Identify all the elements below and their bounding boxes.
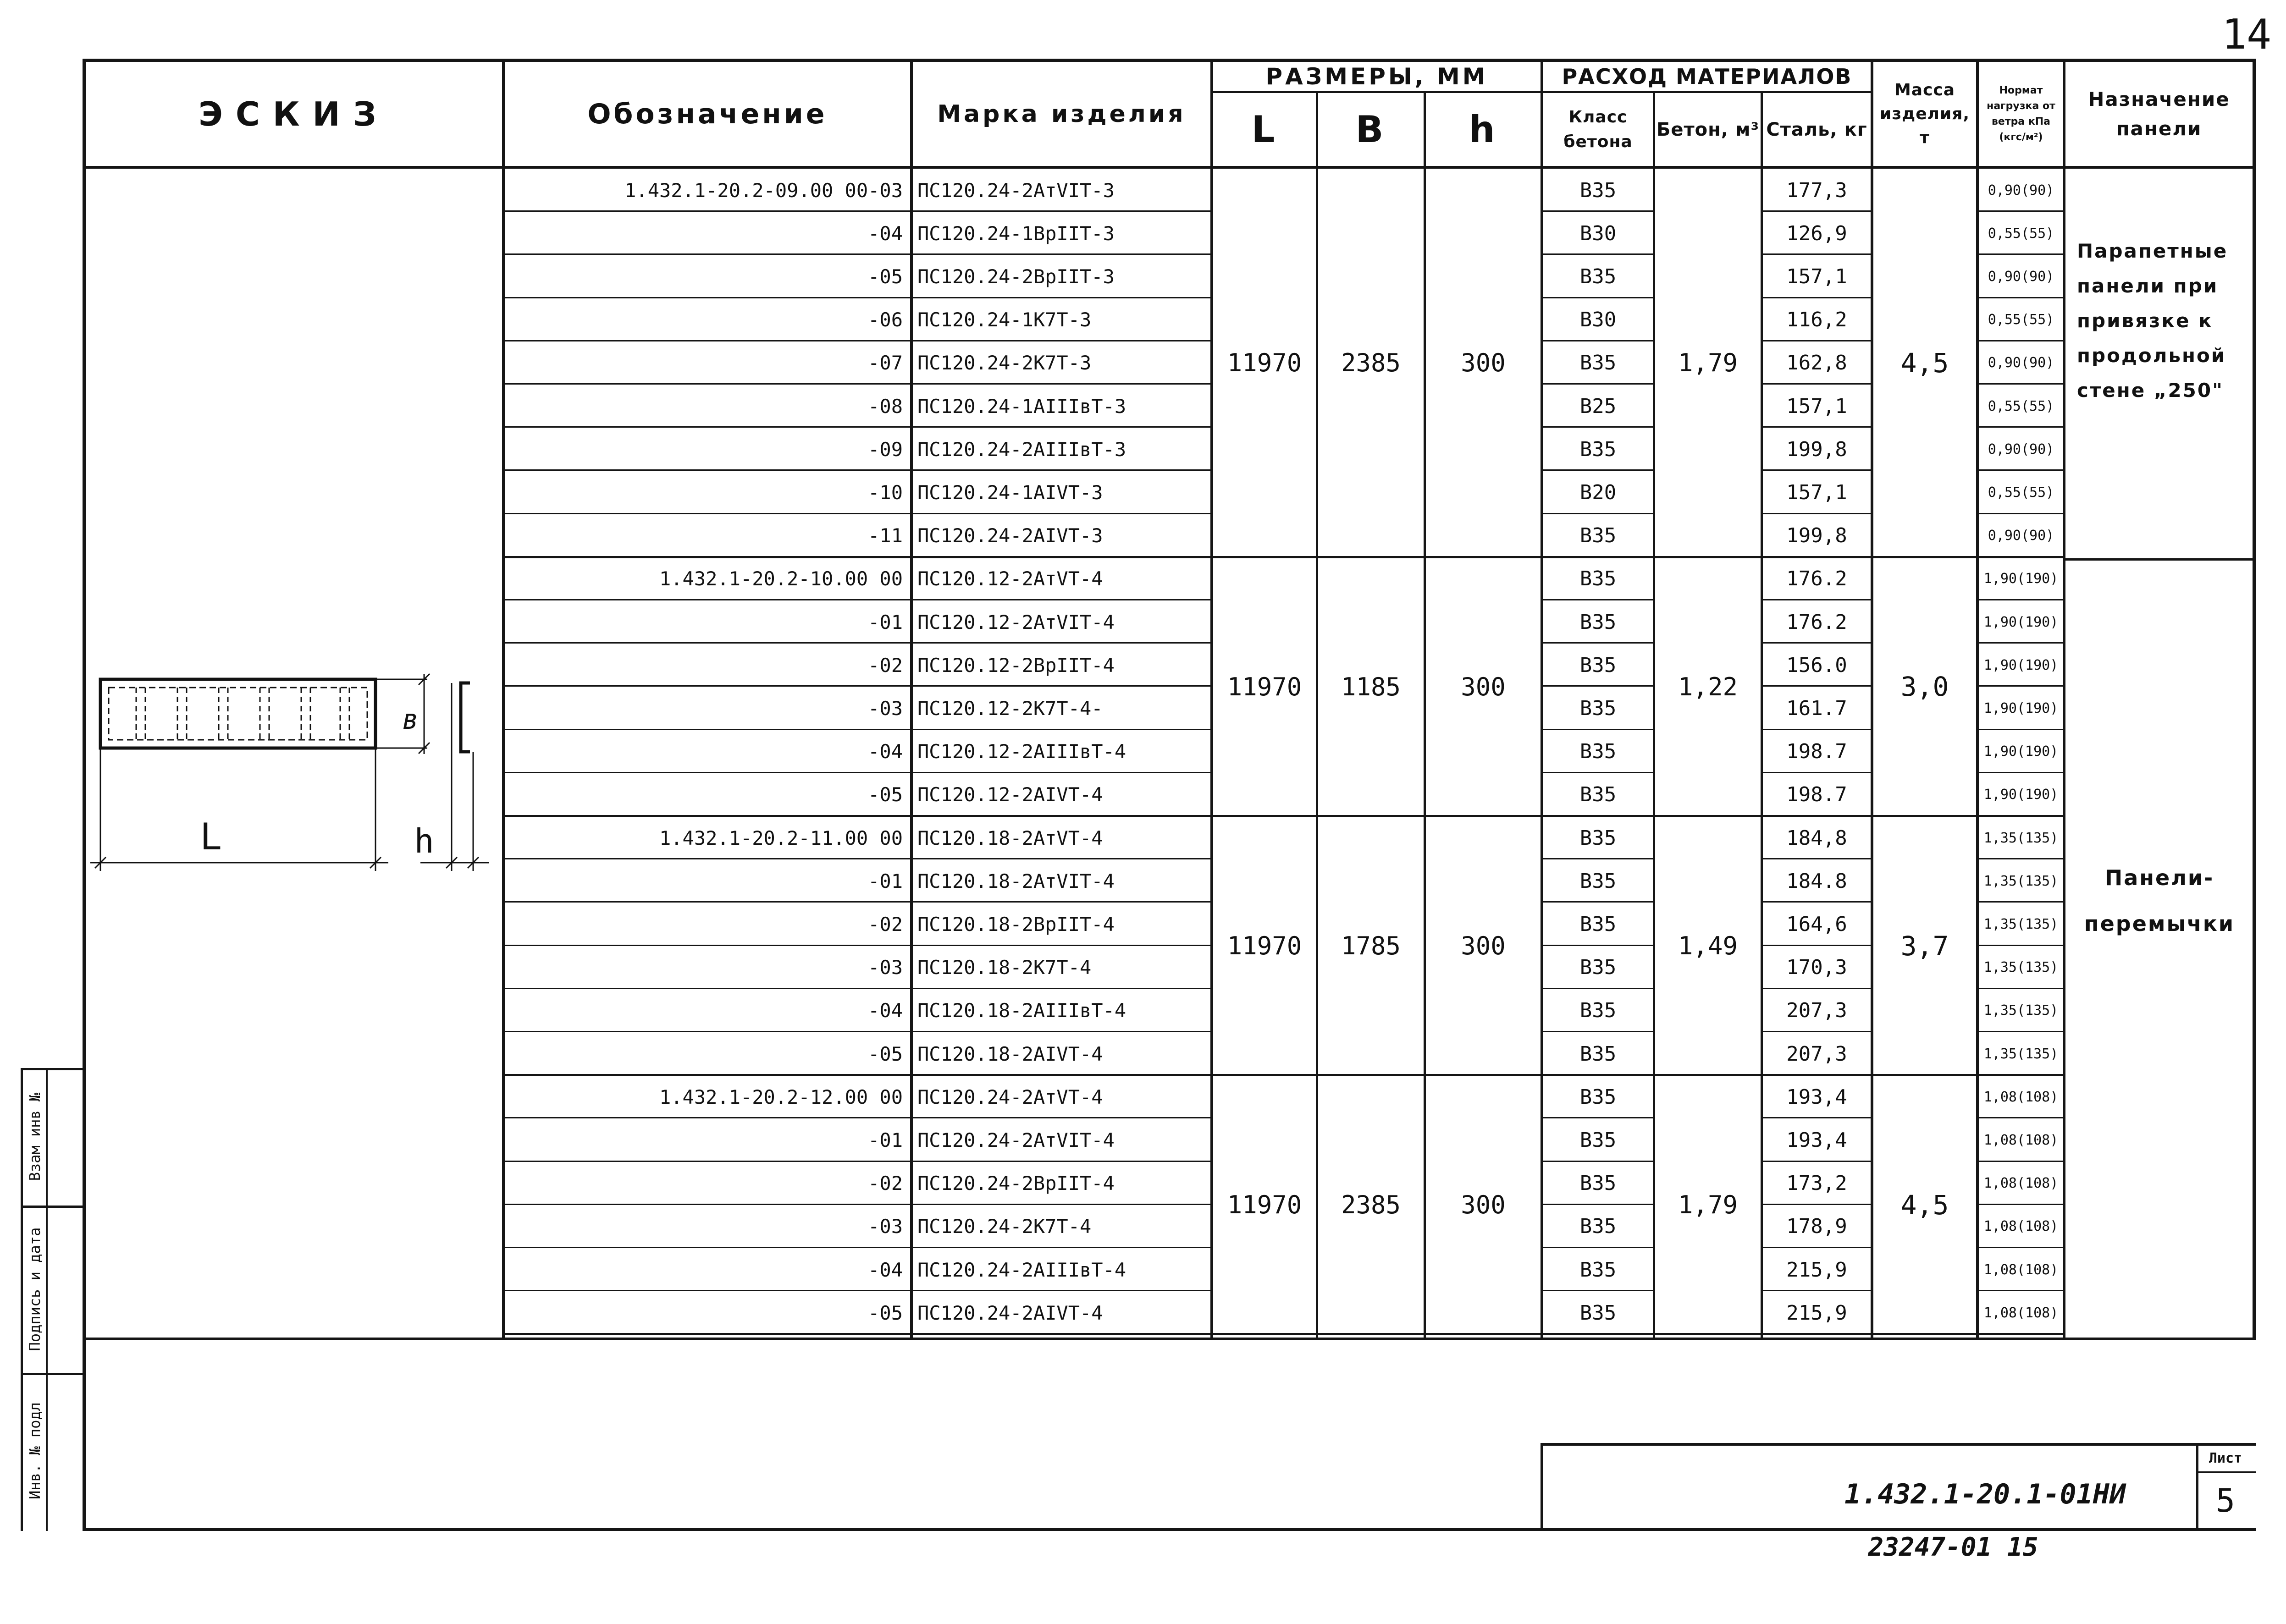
doc-code: 1.432.1-20.1-01НИ xyxy=(1844,1478,2126,1510)
mark-cell: ПС120.24-2АIVТ-4 xyxy=(917,1301,1103,1324)
designation-cell: 1.432.1-20.2-11.00 00 xyxy=(659,826,903,849)
designation-cell: -05 xyxy=(868,265,903,288)
concrete-class-cell: В35 xyxy=(1579,999,1617,1023)
steel-cell: 215,9 xyxy=(1786,1258,1847,1282)
steel-cell: 199,8 xyxy=(1786,437,1847,461)
concrete-class-cell: В35 xyxy=(1579,696,1617,720)
concrete-class-cell: В35 xyxy=(1579,1258,1617,1282)
designation-cell: -03 xyxy=(868,956,903,979)
concrete-class-cell: В35 xyxy=(1579,783,1617,807)
length-cell: 11970 xyxy=(1227,1190,1302,1220)
header-mass: Масса изделия, т xyxy=(1879,80,1970,147)
designation-cell: 1.432.1-20.2-12.00 00 xyxy=(659,1085,903,1108)
designation-cell: -09 xyxy=(868,438,903,461)
designation-cell: -04 xyxy=(868,999,903,1022)
steel-cell: 161.7 xyxy=(1786,696,1847,720)
mark-cell: ПС120.18-2АтVIТ-4 xyxy=(917,870,1115,892)
sheet-number: 5 xyxy=(2215,1482,2236,1519)
col-line-11 xyxy=(2063,59,2065,1340)
frame-top xyxy=(83,59,2256,62)
concrete-volume-cell: 1,79 xyxy=(1678,348,1738,378)
header-sizes: РАЗМЕРЫ, ММ xyxy=(1265,63,1488,90)
concrete-volume-cell: 1,22 xyxy=(1678,672,1738,701)
designation-cell: -03 xyxy=(868,1215,903,1238)
wind-load-cell: 1,08(108) xyxy=(1983,1175,2059,1192)
designation-cell: -05 xyxy=(868,1042,903,1065)
mark-cell: ПС120.12-2АIIIвТ-4 xyxy=(917,740,1126,763)
wind-load-cell: 1,90(190) xyxy=(1983,787,2059,803)
concrete-class-cell: В35 xyxy=(1579,437,1617,461)
designation-cell: 1.432.1-20.2-09.00 00-03 xyxy=(624,179,903,202)
designation-cell: -02 xyxy=(868,913,903,936)
concrete-class-cell: В35 xyxy=(1579,1042,1617,1066)
mass-cell: 3,7 xyxy=(1900,930,1949,962)
designation-cell: 1.432.1-20.2-10.00 00 xyxy=(659,567,903,590)
sheet-label: Лист xyxy=(2209,1450,2242,1466)
steel-cell: 199,8 xyxy=(1786,524,1847,548)
wind-load-cell: 0,55(55) xyxy=(1988,398,2054,414)
frame-right xyxy=(2253,59,2256,1340)
wind-load-cell: 0,55(55) xyxy=(1988,484,2054,501)
mark-cell: ПС120.24-2АIIIвТ-3 xyxy=(917,438,1126,461)
concrete-class-cell: В35 xyxy=(1579,610,1617,634)
steel-cell: 177,3 xyxy=(1786,178,1847,202)
wind-load-cell: 1,90(190) xyxy=(1983,571,2059,587)
designation-cell: -05 xyxy=(868,1301,903,1324)
steel-cell: 207,3 xyxy=(1786,999,1847,1023)
header-B: В xyxy=(1355,108,1386,151)
steel-cell: 157,1 xyxy=(1786,394,1847,418)
steel-cell: 126,9 xyxy=(1786,221,1847,245)
concrete-class-cell: В35 xyxy=(1579,826,1617,850)
mark-cell: ПС120.18-2АIVТ-4 xyxy=(917,1042,1103,1065)
width-cell: 1785 xyxy=(1341,931,1401,961)
concrete-class-cell: В35 xyxy=(1579,1085,1617,1109)
header-mark: Марка изделия xyxy=(937,100,1186,128)
header-consumption: РАСХОД МАТЕРИАЛОВ xyxy=(1562,64,1852,89)
steel-cell: 193,4 xyxy=(1786,1128,1847,1152)
wind-load-cell: 1,35(135) xyxy=(1983,830,2059,846)
wind-load-cell: 1,35(135) xyxy=(1983,1002,2059,1019)
steel-cell: 156.0 xyxy=(1786,653,1847,677)
mark-cell: ПС120.24-1АIIIвТ-3 xyxy=(917,395,1126,418)
wind-load-cell: 0,90(90) xyxy=(1988,355,2054,371)
width-cell: 2385 xyxy=(1341,348,1401,378)
concrete-class-cell: В35 xyxy=(1579,740,1617,764)
designation-cell: -01 xyxy=(868,1129,903,1151)
mass-cell: 3,0 xyxy=(1900,671,1949,703)
steel-cell: 198.7 xyxy=(1786,783,1847,807)
steel-cell: 170,3 xyxy=(1786,956,1847,980)
sketch-label-B: в xyxy=(402,704,419,736)
mark-cell: ПС120.24-2АIIIвТ-4 xyxy=(917,1258,1126,1281)
header-h: h xyxy=(1469,108,1498,151)
wind-load-cell: 1,90(190) xyxy=(1983,700,2059,716)
steel-cell: 116,2 xyxy=(1786,308,1847,332)
concrete-class-cell: В35 xyxy=(1579,912,1617,936)
designation-cell: -02 xyxy=(868,654,903,677)
concrete-class-cell: В35 xyxy=(1579,178,1617,202)
wind-load-cell: 0,55(55) xyxy=(1988,312,2054,328)
mark-cell: ПС120.12-2АтVIТ-4 xyxy=(917,611,1115,633)
header-steel: Сталь, кг xyxy=(1766,119,1867,140)
steel-cell: 207,3 xyxy=(1786,1042,1847,1066)
concrete-class-cell: В35 xyxy=(1579,653,1617,677)
purpose-group-line xyxy=(2063,558,2256,561)
steel-cell: 176.2 xyxy=(1786,567,1847,591)
concrete-class-cell: В30 xyxy=(1579,308,1617,332)
wind-load-cell: 1,08(108) xyxy=(1983,1132,2059,1148)
wind-load-cell: 0,90(90) xyxy=(1988,182,2054,198)
wind-load-cell: 0,55(55) xyxy=(1988,225,2054,242)
header-wind-load: Нормат нагрузка от ветра кПа (кгс/м²) xyxy=(1987,84,2055,143)
designation-cell: -01 xyxy=(868,870,903,892)
concrete-class-cell: В35 xyxy=(1579,1172,1617,1195)
wind-load-cell: 1,08(108) xyxy=(1983,1305,2059,1321)
wind-load-cell: 0,90(90) xyxy=(1988,528,2054,544)
wind-load-cell: 1,35(135) xyxy=(1983,959,2059,976)
length-cell: 11970 xyxy=(1227,348,1302,378)
designation-cell: -04 xyxy=(868,222,903,245)
width-cell: 1185 xyxy=(1341,672,1401,701)
steel-cell: 162,8 xyxy=(1786,351,1847,375)
wind-load-cell: 1,35(135) xyxy=(1983,873,2059,889)
mark-cell: ПС120.18-2АIIIвТ-4 xyxy=(917,999,1126,1022)
wind-load-cell: 1,90(190) xyxy=(1983,657,2059,673)
mark-cell: ПС120.24-1ВрIIТ-3 xyxy=(917,222,1115,245)
header-concrete-volume: Бетон, м³ xyxy=(1656,119,1760,140)
wind-load-cell: 1,08(108) xyxy=(1983,1089,2059,1105)
wind-load-cell: 1,90(190) xyxy=(1983,743,2059,760)
mark-cell: ПС120.24-2К7Т-3 xyxy=(917,352,1092,374)
steel-cell: 193,4 xyxy=(1786,1085,1847,1109)
header-designation: Обозначение xyxy=(587,98,828,130)
mark-cell: ПС120.24-2АтVТ-4 xyxy=(917,1085,1103,1108)
mark-cell: ПС120.24-2АтVIТ-4 xyxy=(917,1129,1115,1151)
mass-cell: 4,5 xyxy=(1900,347,1949,379)
designation-cell: -06 xyxy=(868,308,903,331)
mark-cell: ПС120.24-2К7Т-4 xyxy=(917,1215,1092,1238)
steel-cell: 215,9 xyxy=(1786,1301,1847,1325)
steel-cell: 198.7 xyxy=(1786,740,1847,764)
header-purpose: Назначение панели xyxy=(2088,88,2230,140)
header-sketch: ЭСКИЗ xyxy=(199,94,389,133)
height-cell: 300 xyxy=(1461,672,1506,701)
stamp-strip-mid xyxy=(46,1068,48,1531)
mark-cell: ПС120.24-1АIVТ-3 xyxy=(917,481,1103,504)
designation-cell: -11 xyxy=(868,524,903,547)
frame-left xyxy=(83,59,86,1531)
wind-load-cell: 1,35(135) xyxy=(1983,916,2059,932)
page-number: 14 xyxy=(2221,10,2272,59)
height-cell: 300 xyxy=(1461,1190,1506,1220)
mark-cell: ПС120.24-2ВрIIТ-3 xyxy=(917,265,1115,288)
concrete-class-cell: В35 xyxy=(1579,1215,1617,1239)
steel-cell: 173,2 xyxy=(1786,1172,1847,1195)
header-concrete-class: Класс бетона xyxy=(1563,107,1633,151)
concrete-volume-cell: 1,49 xyxy=(1678,931,1738,961)
concrete-class-cell: В25 xyxy=(1579,394,1617,418)
designation-cell: -04 xyxy=(868,1258,903,1281)
mark-cell: ПС120.12-2ВрIIТ-4 xyxy=(917,654,1115,677)
concrete-class-cell: В35 xyxy=(1579,869,1617,893)
designation-cell: -05 xyxy=(868,783,903,806)
mark-cell: ПС120.24-1К7Т-3 xyxy=(917,308,1092,331)
mark-cell: ПС120.18-2АтVТ-4 xyxy=(917,826,1103,849)
length-cell: 11970 xyxy=(1227,931,1302,961)
steel-cell: 157,1 xyxy=(1786,264,1847,288)
mark-cell: ПС120.18-2ВрIIТ-4 xyxy=(917,913,1115,936)
titleblock-left xyxy=(1541,1443,1543,1530)
steel-cell: 184,8 xyxy=(1786,826,1847,850)
wind-load-cell: 0,90(90) xyxy=(1988,441,2054,457)
wind-load-cell: 0,90(90) xyxy=(1988,268,2054,285)
titleblock-top xyxy=(1541,1443,2256,1446)
height-cell: 300 xyxy=(1461,348,1506,378)
table-bottom-line xyxy=(83,1338,2256,1340)
stamp-strip-left xyxy=(21,1068,23,1531)
wind-load-cell: 1,08(108) xyxy=(1983,1261,2059,1278)
mark-cell: ПС120.24-2АIVТ-3 xyxy=(917,524,1103,547)
width-cell: 2385 xyxy=(1341,1190,1401,1220)
stamp-sign-date: Подпись и дата xyxy=(26,1227,44,1351)
mark-cell: ПС120.24-2ВрIIТ-4 xyxy=(917,1172,1115,1195)
concrete-class-cell: В35 xyxy=(1579,351,1617,375)
wind-load-cell: 1,35(135) xyxy=(1983,1046,2059,1062)
length-cell: 11970 xyxy=(1227,672,1302,701)
wind-load-cell: 1,08(108) xyxy=(1983,1218,2059,1235)
mark-cell: ПС120.18-2К7Т-4 xyxy=(917,956,1092,979)
concrete-class-cell: В35 xyxy=(1579,264,1617,288)
designation-cell: -02 xyxy=(868,1172,903,1195)
concrete-class-cell: В35 xyxy=(1579,1301,1617,1325)
concrete-class-cell: В30 xyxy=(1579,221,1617,245)
concrete-volume-cell: 1,79 xyxy=(1678,1190,1738,1220)
steel-cell: 164,6 xyxy=(1786,912,1847,936)
height-cell: 300 xyxy=(1461,931,1506,961)
designation-cell: -07 xyxy=(868,352,903,374)
designation-cell: -08 xyxy=(868,395,903,418)
designation-cell: -03 xyxy=(868,697,903,720)
mark-cell: ПС120.12-2АтVТ-4 xyxy=(917,567,1103,590)
wind-load-cell: 1,90(190) xyxy=(1983,614,2059,630)
mark-cell: ПС120.12-2К7Т-4- xyxy=(917,697,1103,720)
mark-cell: ПС120.24-2АтVIТ-3 xyxy=(917,179,1115,202)
stamp-inv-vzam: Взам инв № xyxy=(26,1092,44,1181)
stamp-inv-podl: Инв. № подл xyxy=(26,1402,44,1499)
sketch-label-L: L xyxy=(199,815,222,858)
mark-cell: ПС120.12-2АIVТ-4 xyxy=(917,783,1103,806)
sketch-label-h: h xyxy=(414,822,434,860)
concrete-class-cell: В35 xyxy=(1579,1128,1617,1152)
header-L: L xyxy=(1251,108,1278,151)
concrete-class-cell: В35 xyxy=(1579,956,1617,980)
purpose-lintel: Панели-перемычки xyxy=(2084,865,2235,936)
bottom-note: 23247-01 15 xyxy=(1868,1532,2038,1562)
designation-cell: -04 xyxy=(868,740,903,763)
purpose-parapet: Парапетные панели при привязке к продольной стене „250" xyxy=(2077,240,2228,402)
steel-cell: 178,9 xyxy=(1786,1215,1847,1239)
concrete-class-cell: В35 xyxy=(1579,567,1617,591)
steel-cell: 157,1 xyxy=(1786,480,1847,504)
concrete-class-cell: В35 xyxy=(1579,524,1617,548)
steel-cell: 176.2 xyxy=(1786,610,1847,634)
steel-cell: 184.8 xyxy=(1786,869,1847,893)
concrete-class-cell: В20 xyxy=(1579,480,1617,504)
designation-cell: -01 xyxy=(868,611,903,633)
designation-cell: -10 xyxy=(868,481,903,504)
mass-cell: 4,5 xyxy=(1900,1189,1949,1221)
